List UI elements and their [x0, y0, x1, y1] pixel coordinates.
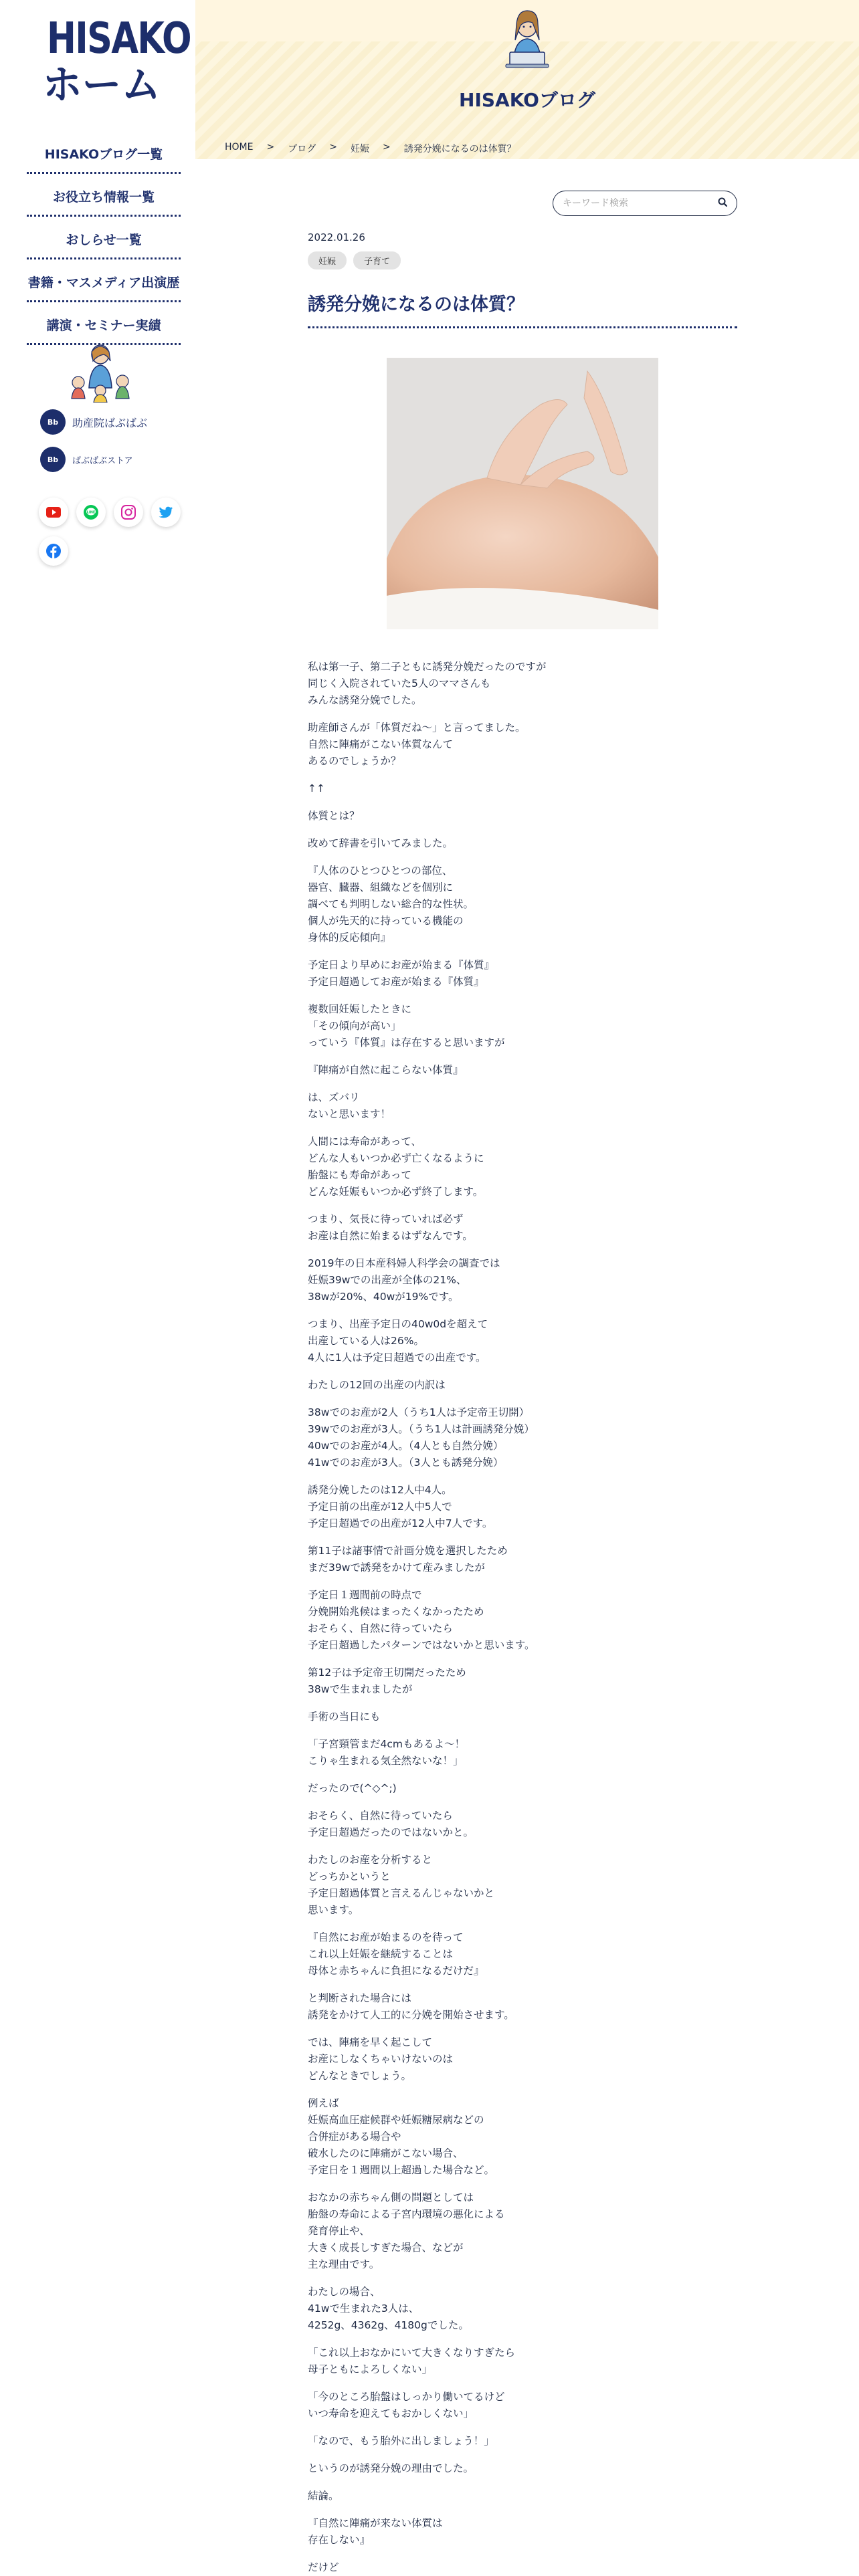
sidebar-item-blog-list[interactable] — [27, 131, 181, 174]
article-paragraph: つまり、気長に待っていれば必ず お産は自然に始まるはずなんです。 — [308, 1213, 473, 1242]
article-paragraph: 『人体のひとつひとつの部位、 器官、臓器、組織などを個別に 調べても判明しない総合的な性状。 個人が先天的に持っている機能の 身体的反応傾向』 — [308, 865, 474, 944]
search-icon[interactable] — [718, 197, 727, 209]
article-paragraph: 第12子は予定帝王切開だったため 38wで生まれましたが — [308, 1667, 466, 1695]
post-date: 2022.01.26 — [308, 231, 365, 243]
sidebar-item-media[interactable] — [27, 259, 181, 302]
brand-name: 助産院ばぶばぶ — [72, 416, 148, 429]
search-box — [553, 191, 737, 216]
article-paragraph: わたしの12回の出産の内訳は — [308, 1379, 446, 1391]
article-paragraph: 「これ以上おなかにいて大きくなりすぎたら 母子ともによろしくない」 — [308, 2347, 516, 2375]
article-paragraph: は、ズバリ ないと思います！ — [308, 1091, 391, 1120]
line-icon[interactable] — [76, 498, 106, 527]
article-paragraph: だけど — [308, 2561, 339, 2573]
youtube-icon[interactable] — [39, 498, 68, 527]
article-paragraph: 助産師さんが「体質だね〜」と言ってました。 自然に陣痛がこない体質なんて あるのでしょうか？ — [308, 722, 526, 767]
breadcrumb-current: 誘発分娩になるのは体質？ — [403, 144, 516, 154]
pregnant-belly-photo — [387, 358, 658, 629]
article-paragraph: 私は第一子、第二子ともに誘発分娩だったのですが 同じく入院されていた5人のママさんも みんな誘発分娩でした。 — [308, 661, 547, 706]
article-paragraph: 手術の当日にも — [308, 1711, 381, 1723]
sidebar-menu — [27, 131, 181, 345]
sidebar-item-label: 書籍・マスメディア出演歴 — [27, 276, 180, 290]
sidebar-item-news[interactable] — [27, 217, 181, 259]
article-paragraph: 体質とは？ — [308, 810, 360, 822]
breadcrumb-category[interactable]: 妊娠 — [350, 144, 369, 154]
article-paragraph: わたしのお産を分析すると どっちかというと 予定日超過体質と言えるんじゃないかと 思います。 — [308, 1854, 495, 1916]
author-illustration — [503, 5, 551, 70]
article-paragraph: 結論。 — [308, 2490, 339, 2502]
sidebar-item-seminars[interactable] — [27, 302, 181, 345]
tag-pregnancy[interactable]: 妊娠 — [308, 251, 347, 270]
article-paragraph: と判断された場合には 誘発をかけて人工的に分娩を開始させます。 — [308, 1992, 514, 2021]
article-paragraph: だったので(^◇^;) — [308, 1782, 397, 1794]
article-paragraph: つまり、出産予定日の40w0dを超えて 出産している人は26%。 4人に1人は予定日超過での出産です。 — [308, 1318, 488, 1364]
brand-logo-icon: Bb — [40, 409, 66, 435]
article-paragraph: わたしの場合、 41wで生まれた3人は、 4252g、4362g、4180gでした。 — [308, 2286, 469, 2331]
article-paragraph: 38wでのお産が2人（うち1人は予定帝王切開） 39wでのお産が3人。（うち1人は計画誘発分娩） 40wでのお産が4人。（4人とも自然分娩） 41wでのお産が3人。（3人とも誘発分娩） — [308, 1406, 535, 1469]
tag-list — [308, 251, 737, 270]
site-logo[interactable] — [35, 14, 191, 109]
article-paragraph: 誘発分娩したのは12人中4人。 予定日前の出産が12人中5人で 予定日超過での出産が12人中7人です。 — [308, 1484, 493, 1529]
sidebar-item-label: お役立ち情報一覧 — [52, 190, 155, 205]
article-paragraph: では、陣痛を早く起こして お産にしなくちゃいけないのは どんなときでしょう。 — [308, 2036, 454, 2082]
breadcrumb-separator: > — [266, 142, 275, 152]
article-paragraph: ↑↑ — [308, 782, 325, 794]
breadcrumb-separator: > — [329, 142, 337, 152]
brand-logo-icon: Bb — [40, 447, 66, 472]
tag-parenting[interactable]: 子育て — [353, 251, 401, 270]
article-paragraph: 予定日１週間前の時点で 分娩開始兆候はまったくなかったため おそらく、自然に待っていたら 予定日超過したパターンではないかと思います。 — [308, 1589, 535, 1651]
article-paragraph: 2019年の日本産科婦人科学会の調査では 妊娠39wでの出産が全体の21%、 38wが20%、40wが19%です。 — [308, 1257, 500, 1303]
brand-link-store[interactable] — [40, 447, 133, 472]
breadcrumb-separator: > — [382, 142, 391, 152]
article-paragraph: 「なので、もう胎外に出しましょう！」 — [308, 2435, 494, 2447]
breadcrumb-home[interactable]: HOME — [225, 142, 254, 152]
article-body — [308, 659, 737, 2576]
sidebar-item-label: 講演・セミナー実績 — [46, 318, 161, 333]
breadcrumb-blog[interactable]: ブログ — [288, 144, 316, 154]
article-paragraph: 例えば 妊娠高血圧症候群や妊娠糖尿病などの 合併症がある場合や 破水したのに陣痛がこない場合、 予定日を１週間以上超過した場合など。 — [308, 2097, 495, 2176]
sidebar-item-label: おしらせ一覧 — [66, 233, 142, 247]
page-header — [195, 0, 859, 159]
article-title: 誘発分娩になるのは体質？ — [308, 290, 737, 328]
search-input[interactable] — [563, 198, 718, 209]
article-paragraph: 『自然にお産が始まるのを待って これ以上妊娠を継続することは 母体と赤ちゃんに負担になるだけだ』 — [308, 1931, 484, 1977]
facebook-icon[interactable] — [39, 536, 68, 566]
article-paragraph: 『自然に陣痛が来ない体質は 存在しない』 — [308, 2517, 443, 2546]
logo-line1: HISAKO — [47, 14, 191, 64]
article-paragraph: 第11子は諸事情で計画分娩を選択したため まだ39wで誘発をかけて産みましたが — [308, 1545, 508, 1574]
sidebar-item-useful-info[interactable] — [27, 174, 181, 217]
article-paragraph: 「今のところ胎盤はしっかり働いてるけど いつ寿命を迎えてもおかしくない」 — [308, 2391, 505, 2420]
article-paragraph: おそらく、自然に待っていたら 予定日超過だったのではないかと。 — [308, 1810, 474, 1838]
instagram-icon[interactable] — [114, 498, 143, 527]
article-paragraph: というのが誘発分娩の理由でした。 — [308, 2462, 474, 2474]
article — [308, 231, 737, 2576]
family-illustration — [64, 341, 137, 403]
brand-name: ばぶばぶストア — [72, 455, 133, 466]
article-paragraph: 予定日より早めにお産が始まる『体質』 予定日超過してお産が始まる『体質』 — [308, 959, 495, 988]
breadcrumb — [225, 142, 516, 155]
article-paragraph: おなかの赤ちゃん側の問題としては 胎盤の寿命による子宮内環境の悪化による 発育停止や、 大きく成長しすぎた場合、などが 主な理由です。 — [308, 2191, 505, 2270]
article-paragraph: 「子宮頸管まだ4cmもあるよ〜！ こりゃ生まれる気全然ないな！」 — [308, 1738, 465, 1767]
article-paragraph: 『陣痛が自然に起こらない体質』 — [308, 1064, 464, 1076]
article-paragraph: 改めて辞書を引いてみました。 — [308, 837, 454, 849]
logo-line2: ホーム — [42, 60, 161, 109]
page-title: HISAKOブログ — [459, 89, 595, 111]
article-paragraph: 人間には寿命があって、 どんな人もいつか必ず亡くなるように 胎盤にも寿命があって どんな妊娠もいつか必ず終了します。 — [308, 1136, 484, 1198]
svg-text:LINE: LINE — [86, 510, 96, 515]
article-paragraph: 複数回妊娠したときに 「その傾向が高い」 っていう『体質』は存在すると思いますが — [308, 1003, 505, 1049]
sidebar-item-label: HISAKOブログ一覧 — [44, 147, 163, 162]
brand-link-midwifery[interactable] — [40, 409, 147, 435]
twitter-icon[interactable] — [151, 498, 181, 527]
sidebar — [0, 0, 195, 2576]
